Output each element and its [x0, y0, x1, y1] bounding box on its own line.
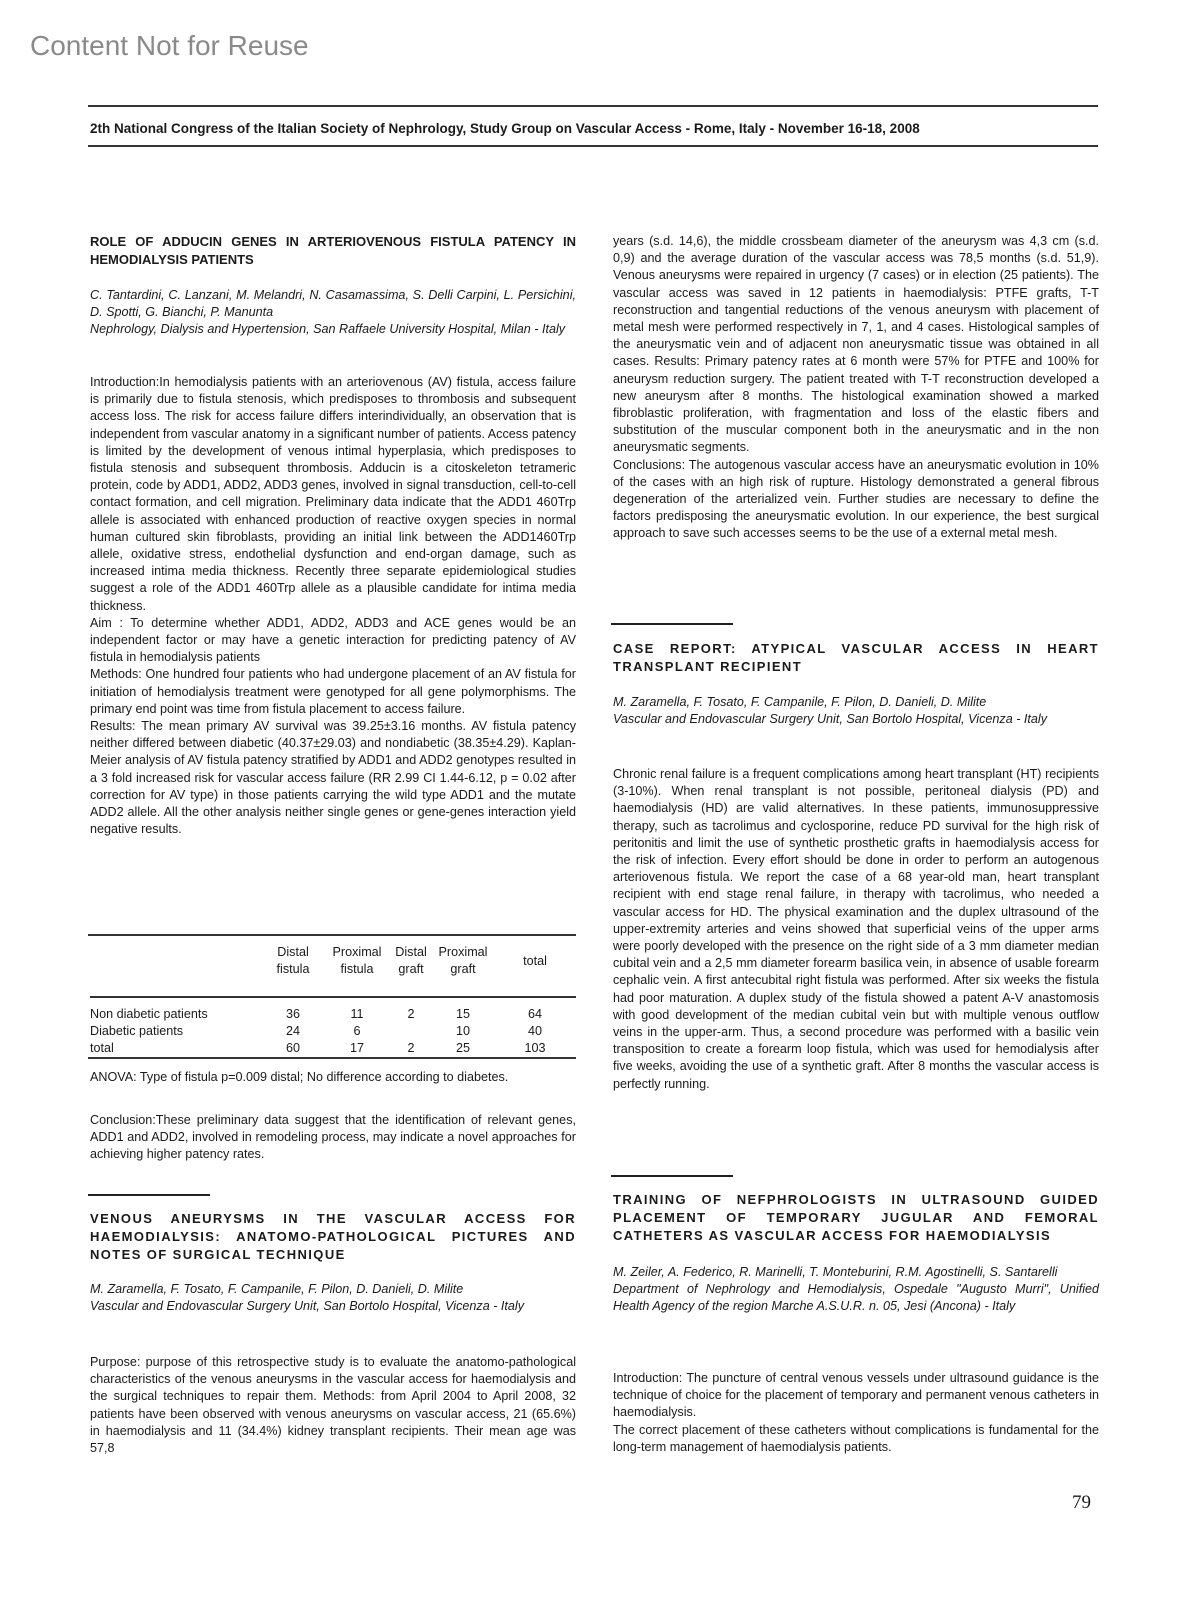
- article-1-authors-block: [90, 287, 576, 339]
- cell: 2: [407, 1041, 415, 1055]
- cell: 15: [455, 1007, 470, 1021]
- table-header-row: [90, 944, 576, 978]
- fistula-table: [90, 944, 576, 1057]
- cell: 17: [349, 1041, 364, 1055]
- table-header: Distal graft: [395, 945, 427, 976]
- article-3-affiliation: Vascular and Endovascular Surgery Unit, San Bortolo Hospital, Vicenza - Italy: [613, 712, 1048, 727]
- article-2-authors-block: [90, 1281, 576, 1315]
- cell: 64: [527, 1007, 542, 1021]
- article-4-title: TRAINING OF NEFPHROLOGISTS IN ULTRASOUND GUIDED PLACEMENT OF TEMPORARY JUGULAR AND FEMORAL CATHETERS AS VASCULAR ACCESS FOR HAEMODIALYSIS: [613, 1192, 1099, 1243]
- cell: [390, 1023, 432, 1040]
- article-2-affiliation: Vascular and Endovascular Surgery Unit, San Bortolo Hospital, Vicenza - Italy: [90, 1299, 525, 1314]
- article-1-aim: Aim : To determine whether ADD1, ADD2, ADD3 and ACE genes would be an independent factor or may have a genetic interaction for predicting patency of AV fistula in hemodialysis patients: [90, 615, 576, 665]
- article-2-title: VENOUS ANEURYSMS IN THE VASCULAR ACCESS FOR HAEMODIALYSIS: ANATOMO-PATHOLOGICAL PICTURES AND NOTES OF SURGICAL TECHNIQUE: [90, 1211, 576, 1262]
- article-1-body: [90, 374, 576, 838]
- separator: [88, 1194, 210, 1196]
- table-header: total: [523, 953, 547, 968]
- cell: 6: [353, 1024, 361, 1038]
- separator: [611, 1175, 733, 1177]
- article-1-anova: ANOVA: Type of fistula p=0.009 distal; No difference according to diabetes.: [90, 1070, 509, 1084]
- separator: [611, 623, 733, 625]
- table-row: [90, 1023, 576, 1040]
- cell: 40: [527, 1024, 542, 1038]
- table-header: Proximal fistula: [332, 945, 382, 976]
- watermark: Content Not for Reuse: [30, 30, 309, 61]
- article-4-intro: Introduction: The puncture of central venous vessels under ultrasound guidance is the technique of choice for the placement of temporary and permanent venous catheters in haemodialysis.: [613, 1371, 1099, 1420]
- article-1-title: ROLE OF ADDUCIN GENES IN ARTERIOVENOUS FISTULA PATENCY IN HEMODIALYSIS PATIENTS: [90, 234, 576, 267]
- table-row: [90, 1040, 576, 1057]
- cell: 2: [407, 1007, 415, 1021]
- article-1-authors: C. Tantardini, C. Lanzani, M. Melandri, N. Casamassima, S. Delli Carpini, L. Persichini, D. Spotti, G. Bianchi, P. Manunta: [90, 288, 576, 320]
- cell: 36: [285, 1007, 300, 1021]
- article-1-intro: Introduction:In hemodialysis patients with an arteriovenous (AV) fistula, access failure is primarily due to fistula stenosis, which predisposes to thrombosis and subsequent access loss. The risk for access failure differs interindividually, an observation that is independent from vascular anatomy in a significant number of patients. Access patency is limited by the development of venous intimal hyperplasia, which predisposes to fistula stenosis and subsequent thrombosis. Adducin is a citoskeleton tetrameric protein, code by ADD1, ADD2, ADD3 genes, involved in signal transduction, cell-to-cell contact formation, and cell migration. Preliminary data indicate that the ADD1 460Trp allele is associated with enhanced production of reactive oxygen species in normal human cultured skin fibroblasts, providing an initial link between the ADD1460Trp allele, oxidative stress, endothelial dysfunction and end-organ damage, such as increased intima media thickness. Recently three separate epidemiological studies suggest a role of the ADD1 460Trp allele as a plausible candidate for intima media thickness.: [90, 375, 576, 613]
- article-2-body-right: [613, 233, 1099, 543]
- article-4-affiliation: Department of Nephrology and Hemodialysis, Ospedale "Augusto Murri", Unified Health Agency of the region Marche A.S.U.R. n. 05, Jesi (Ancona) - Italy: [613, 1282, 1099, 1314]
- article-2-authors: M. Zaramella, F. Tosato, F. Campanile, F. Pilon, D. Danieli, D. Milite: [90, 1282, 464, 1296]
- cell: 11: [350, 1007, 364, 1021]
- article-1-methods: Methods: One hundred four patients who had undergone placement of an AV fistula for initiation of hemodialysis treatment were genotyped for all gene polymorphisms. The primary end point was time from fistula placement to access failure.: [90, 667, 576, 716]
- article-1-affiliation: Nephrology, Dialysis and Hypertension, San Raffaele University Hospital, Milan - Italy: [90, 322, 566, 337]
- article-3-authors-block: [613, 694, 1099, 728]
- article-2-body-left: Purpose: purpose of this retrospective study is to evaluate the anatomo-pathological characteristics of the venous aneurysms in the vascular access for haemodialysis and the surgical techniques to repair them. Methods: from April 2004 to April 2008, 32 patients have been observed with venous aneurysms on vascular access, 21 (65.6%) in haemodialysis and 11 (34.4%) kidney transplant recipients. Their mean age was 57,8: [90, 1355, 576, 1456]
- article-3-authors: M. Zaramella, F. Tosato, F. Campanile, F. Pilon, D. Danieli, D. Milite: [613, 695, 987, 709]
- table-header: Distal fistula: [276, 945, 310, 976]
- header-rule-bottom: [88, 145, 1098, 147]
- article-2-body-continued: years (s.d. 14,6), the middle crossbeam diameter of the aneurysm was 4,3 cm (s.d. 0,9) and the average duration of the vascular access was 78,5 months (s.d. 51,9). Venous aneurysms were repaired in urgency (7 cases) or in election (25 patients). The vascular access was saved in 12 patients in haemodialysis: PTFE grafts, T-T reconstruction and tangential reductions of the venous aneurysm with placement of metal mesh were performed respectively in 7, 1, and 4 cases. Histological samples of the aneurysmatic vein and of adjacent non aneurysmatic tissue was obtained in all cases. Results: Primary patency rates at 6 month were 57% for PTFE and 100% for aneurysm reduction surgery. The patient treated with T-T reconstruction developed a new aneurysm after 8 months. The histological examination showed a marked fibroblastic proliferation, with fragmentation and loss of the elastic fibers and substitution of the muscular component both in the aneurysmatic and in the non aneurysmatic segments.: [613, 234, 1099, 455]
- cell: 25: [455, 1041, 470, 1055]
- table-header: [90, 944, 262, 978]
- table-rule-bottom: [88, 1057, 576, 1059]
- article-4-authors-block: [613, 1264, 1099, 1316]
- article-3-title: CASE REPORT: ATYPICAL VASCULAR ACCESS IN HEART TRANSPLANT RECIPIENT: [613, 641, 1099, 674]
- table-header: Proximal graft: [438, 945, 488, 976]
- header-rule-top: [88, 105, 1098, 107]
- cell: 24: [285, 1024, 300, 1038]
- cell: 10: [455, 1024, 470, 1038]
- cell: Diabetic patients: [90, 1024, 184, 1038]
- cell: 60: [285, 1041, 300, 1055]
- table-row: [90, 1006, 576, 1023]
- article-4-body: [613, 1370, 1099, 1456]
- article-3-body: Chronic renal failure is a frequent complications among heart transplant (HT) recipients (3-10%). When renal transplant is not possible, peritoneal dialysis (PD) and haemodialysis (HD) are valid alternatives. In these patients, immunosuppressive therapy, such as tacrolimus and cyclosporine, reduce PD survival for the high risk of peritonitis and limit the use of synthetic prosthetic grafts in haemodialysis access for the risk of infection. Every effort should be done in order to perform an autogenous arteriovenous fistula. We report the case of a 68 year-old man, heart transplant recipient with end stage renal failure, in therapy with tacrolimus, who needed a vascular access for HD. The physical examination and the duplex ultrasound of the upper-extremity arteries and veins showed that superficial veins of the upper arms were poorly developed with the presence on the right side of a 3 mm diameter median cubital vein and a 2,5 mm diameter forearm basilica vein, in absence of usable forearm cephalic vein. A first antecubital right fistula was performed. After six weeks the fistula had poor maturation. A duplex study of the fistula showed a patent A-V anastomosis with good development of the median cubital vein but with multiple venous outflow veins in the upper-arm. Thus, a second procedure was performed with a basilic vein transposition to create a forearm loop fistula, which was used for hemodialysis after five weeks, avoiding the use of a synthetic graft. After 8 months the vascular access is perfectly running.: [613, 767, 1099, 1091]
- cell: 103: [524, 1041, 546, 1055]
- article-4-intro-2: The correct placement of these catheters without complications is fundamental for the long-term management of haemodialysis patients.: [613, 1422, 1099, 1454]
- table-rule-top: [88, 934, 576, 936]
- cell: total: [90, 1041, 114, 1055]
- cell: Non diabetic patients: [90, 1007, 208, 1021]
- article-4-authors: M. Zeiler, A. Federico, R. Marinelli, T. Monteburini, R.M. Agostinelli, S. Santarelli: [613, 1265, 1058, 1279]
- running-header: 2th National Congress of the Italian Society of Nephrology, Study Group on Vascular Access - Rome, Italy - November 16-18, 2008: [90, 121, 920, 136]
- article-1-conclusion: Conclusion:These preliminary data suggest that the identification of relevant genes, ADD1 and ADD2, involved in remodeling process, may indicate a novel approaches for achieving higher patency rates.: [90, 1113, 576, 1162]
- article-1-results: Results: The mean primary AV survival was 39.25±3.16 months. AV fistula patency neither differed between diabetic (40.37±29.03) and nondiabetic (38.35±4.29). Kaplan-Meier analysis of AV fistula patency stratified by ADD1 and ADD2 genotypes resulted in a 3 fold increased risk for vascular access failure (RR 2.99 CI 1.44-6.12, p = 0.02 after correction for AV type) in those patients carrying the wild type ADD1 and the mutate ADD2 allele. All the other analysis neither single genes or gene-genes interaction yield negative results.: [90, 719, 576, 837]
- page-number: 79: [1072, 1492, 1091, 1513]
- article-2-conclusions: Conclusions: The autogenous vascular access have an aneurysmatic evolution in 10% of the cases with an high risk of rupture. Histology demonstrated a general fibrous degeneration of the arterialized vein. Further studies are necessary to define the factors predisposing the aneurysmatic evolution. In our experience, the best surgical approach to save such accesses seems to be the use of a external metal mesh.: [613, 457, 1099, 541]
